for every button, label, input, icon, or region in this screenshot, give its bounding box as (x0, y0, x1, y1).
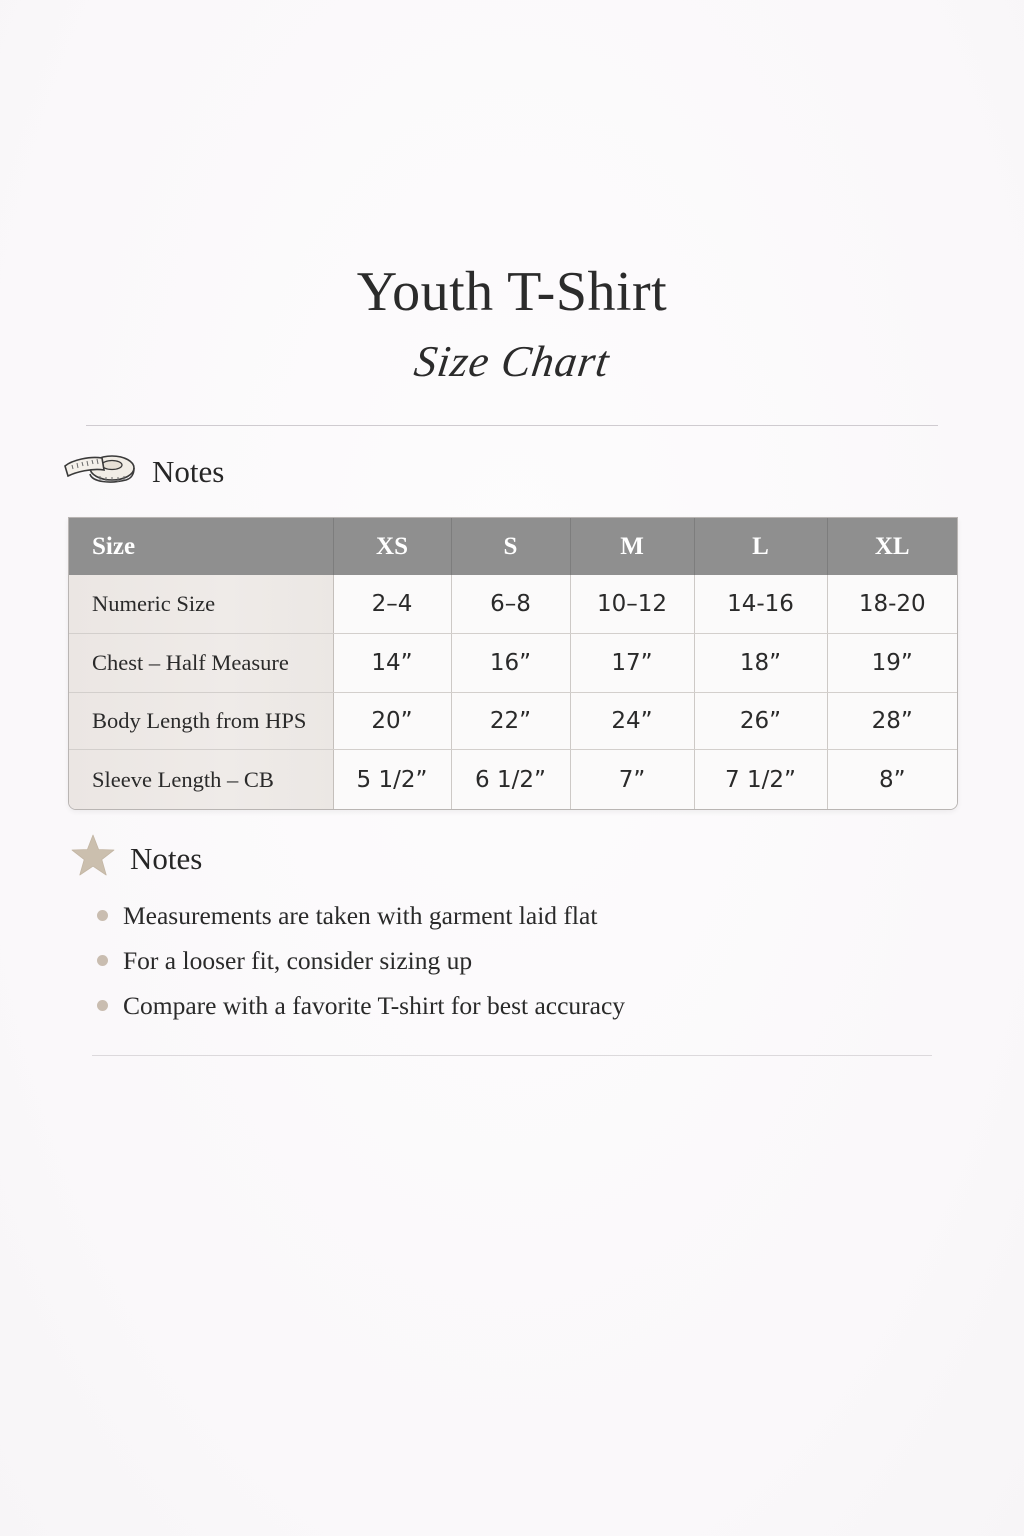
table-cell: 7” (570, 750, 694, 809)
table-cell: 24” (570, 692, 694, 749)
list-item (96, 893, 625, 938)
table-cell: 22” (451, 692, 570, 749)
tape-measure-icon (62, 446, 138, 498)
table-cell: 6–8 (451, 575, 570, 633)
page-title: Youth T-Shirt (356, 261, 668, 323)
table-cell: 10–12 (570, 575, 694, 633)
note-text: Measurements are taken with garment laid flat (123, 900, 598, 930)
note-text: For a looser fit, consider sizing up (123, 945, 473, 975)
table-cell: 6 1/2” (451, 750, 570, 809)
table-row (69, 692, 957, 749)
table-cell: 18-20 (827, 575, 957, 633)
size-table (68, 517, 958, 810)
notes-heading-label: Notes (152, 454, 225, 489)
table-cell: 5 1/2” (333, 750, 451, 809)
top-divider (86, 425, 938, 426)
column-header-m: M (570, 518, 694, 575)
row-label-chest: Chest – Half Measure (69, 633, 333, 692)
bottom-divider (92, 1055, 932, 1056)
notes-list (96, 893, 625, 1028)
notes-heading-measure (62, 448, 224, 496)
table-cell: 7 1/2” (694, 750, 827, 809)
column-header-xl: XL (827, 518, 957, 575)
table-cell: 14” (333, 633, 451, 692)
row-label-body-length: Body Length from HPS (69, 692, 333, 749)
bullet-dot-icon (97, 955, 108, 966)
table-cell: 17” (570, 633, 694, 692)
note-text: Compare with a favorite T-shirt for best accuracy (123, 990, 626, 1020)
table-row (69, 633, 957, 692)
notes-heading-label: Notes (130, 841, 203, 876)
table-row (69, 575, 957, 633)
table-cell: 26” (694, 692, 827, 749)
page-subtitle: Size Chart (411, 337, 613, 386)
table-cell: 8” (827, 750, 957, 809)
list-item (96, 938, 625, 983)
column-header-size: Size (69, 518, 333, 575)
table-cell: 18” (694, 633, 827, 692)
table-header-row (69, 518, 957, 575)
table-cell: 28” (827, 692, 957, 749)
table-cell: 19” (827, 633, 957, 692)
star-icon (70, 834, 116, 884)
bullet-dot-icon (97, 1000, 108, 1011)
list-item (96, 983, 625, 1028)
table-cell: 14-16 (694, 575, 827, 633)
table-row (69, 750, 957, 809)
table-cell: 2–4 (333, 575, 451, 633)
bullet-dot-icon (97, 910, 108, 921)
notes-heading-star (70, 836, 202, 882)
table-cell: 20” (333, 692, 451, 749)
table-cell: 16” (451, 633, 570, 692)
column-header-s: S (451, 518, 570, 575)
row-label-sleeve-length: Sleeve Length – CB (69, 750, 333, 809)
column-header-xs: XS (333, 518, 451, 575)
column-header-l: L (694, 518, 827, 575)
row-label-numeric-size: Numeric Size (69, 575, 333, 633)
